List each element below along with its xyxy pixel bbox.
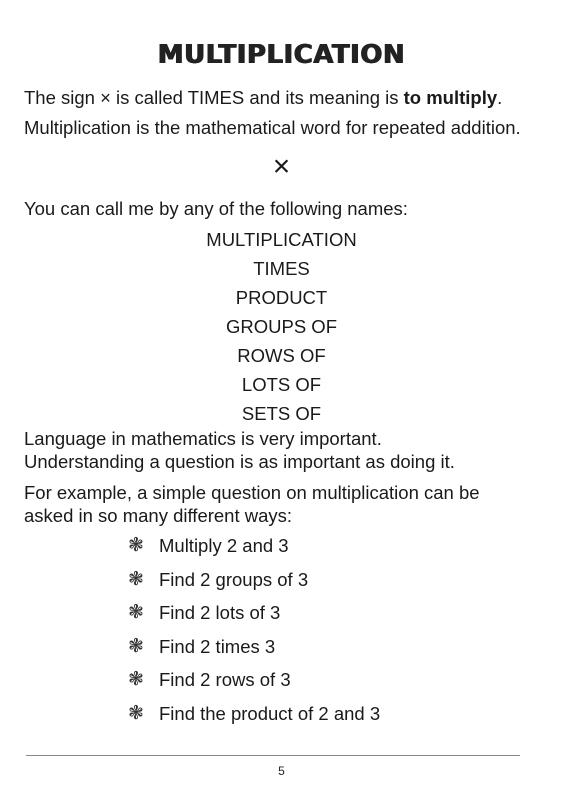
list-item bbox=[128, 599, 380, 633]
name-item: MULTIPLICATION bbox=[206, 229, 357, 250]
page-number: 5 bbox=[278, 764, 285, 778]
page-title: MULTIPLICATION bbox=[157, 40, 406, 70]
example-line-2: asked in so many different ways: bbox=[24, 505, 293, 526]
list-item-text: Find 2 times 3 bbox=[159, 635, 276, 657]
intro-line-1 bbox=[24, 86, 502, 110]
footer-divider bbox=[26, 755, 520, 756]
list-item bbox=[128, 633, 380, 667]
intro-middle: is called TIMES and its meaning is bbox=[110, 87, 404, 108]
name-item: LOTS OF bbox=[241, 374, 322, 395]
flower-icon: ❃ bbox=[128, 669, 144, 690]
list-item-text: Find 2 groups of 3 bbox=[159, 568, 309, 590]
flower-icon: ❃ bbox=[128, 702, 144, 724]
name-item: SETS OF bbox=[241, 403, 322, 424]
name-item: TIMES bbox=[253, 258, 310, 279]
name-item: GROUPS OF bbox=[225, 316, 337, 337]
list-item-text: Multiply 2 and 3 bbox=[159, 535, 289, 556]
times-symbol: × bbox=[272, 150, 291, 183]
flower-icon: ❃ bbox=[128, 568, 144, 590]
example-line-1: For example, a simple question on multiplication can be bbox=[24, 482, 480, 503]
list-item bbox=[128, 666, 380, 700]
list-item bbox=[128, 566, 380, 600]
intro-bold-meaning: to multiply bbox=[403, 87, 498, 108]
list-item-text: Find 2 lots of 3 bbox=[159, 602, 281, 623]
times-sign-inline: × bbox=[100, 87, 111, 108]
list-item bbox=[128, 700, 380, 734]
list-item bbox=[128, 532, 380, 566]
names-intro: You can call me by any of the following names: bbox=[24, 198, 408, 219]
ways-list bbox=[128, 532, 380, 733]
list-item-text: Find 2 rows of 3 bbox=[159, 669, 291, 690]
name-item: ROWS OF bbox=[237, 345, 326, 366]
language-line-2: Understanding a question is as important as doing it. bbox=[24, 451, 455, 472]
intro-line-2: Multiplication is the mathematical word for repeated addition. bbox=[24, 117, 521, 138]
list-item-text: Find the product of 2 and 3 bbox=[159, 702, 381, 724]
flower-icon: ❃ bbox=[128, 602, 144, 623]
flower-icon: ❃ bbox=[128, 635, 144, 657]
flower-icon: ❃ bbox=[128, 535, 144, 556]
intro-prefix: The sign bbox=[24, 87, 101, 108]
names-list bbox=[0, 225, 563, 428]
name-item: PRODUCT bbox=[235, 287, 328, 308]
language-line-1: Language in mathematics is very important. bbox=[24, 428, 382, 449]
intro-suffix: . bbox=[497, 87, 503, 108]
